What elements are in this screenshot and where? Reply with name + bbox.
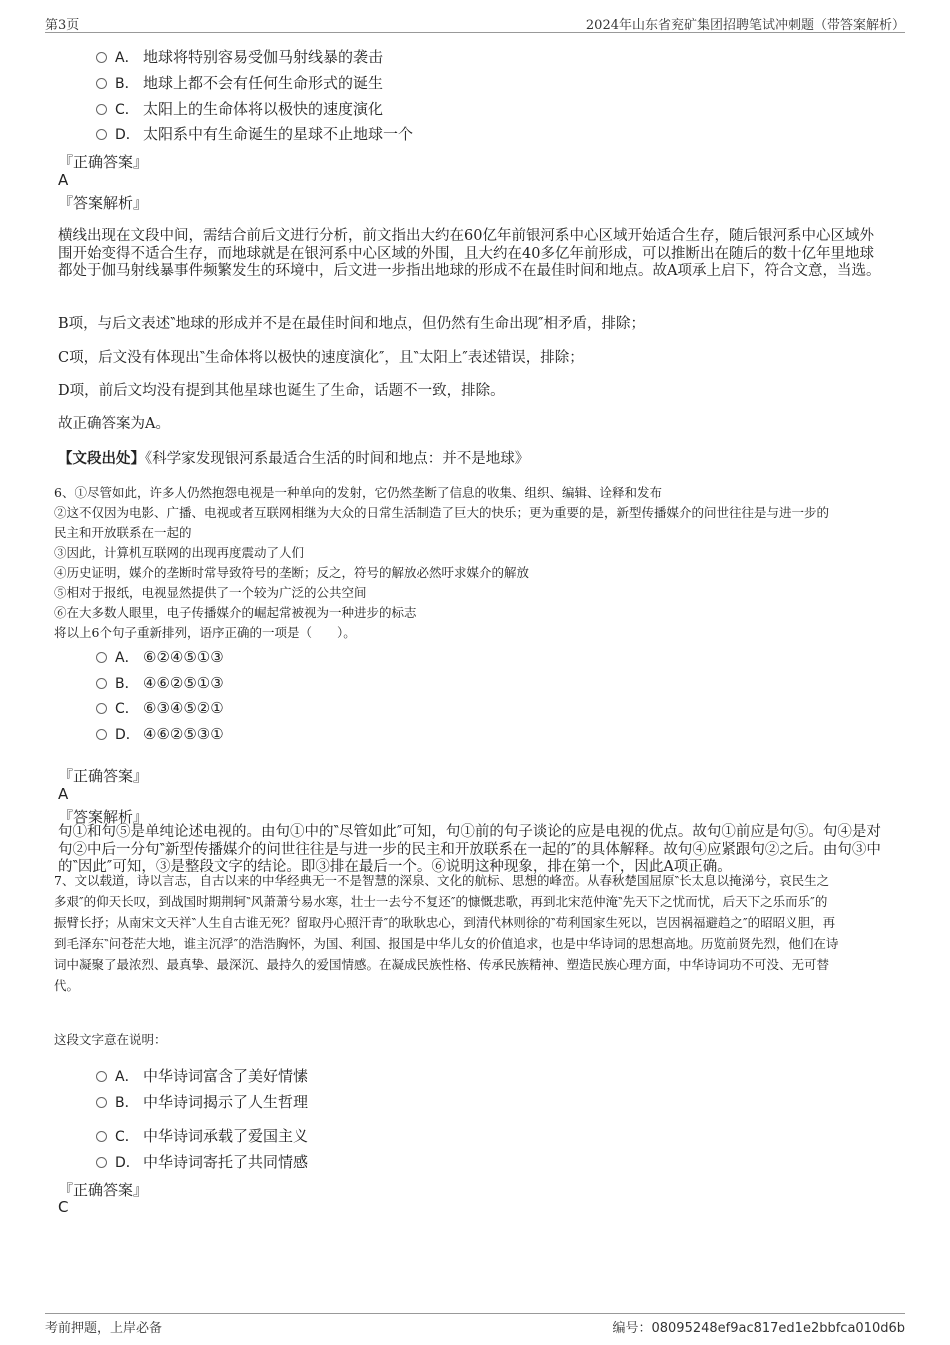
q7-question: 这段文字意在说明： <box>54 1032 167 1047</box>
q5-option-a[interactable]: A． 地球将特别容易受伽马射线暴的袭击 <box>96 47 383 67</box>
radio-icon[interactable] <box>96 104 107 115</box>
q7-line: 振臂长抒；从南宋文天祥‶人生自古谁无死？留取丹心照汗青″的耿耿忠心，到清代林则徐的‶苟利国家生死以，岂因祸福避趋之″的昭昭义胆，再 <box>54 915 836 930</box>
radio-icon[interactable] <box>96 78 107 89</box>
source-label: 【文段出处】 <box>58 450 145 467</box>
radio-icon[interactable] <box>96 129 107 140</box>
q5-answer: A <box>58 171 69 189</box>
q6-analysis-label: 『答案解析』 <box>58 808 149 826</box>
q6-answer-label: 『正确答案』 <box>58 767 149 785</box>
q6-line: 6、①尽管如此，许多人仍然抱怨电视是一种单向的发射，它仍然垄断了信息的收集、组织、编辑、诠释和发布 <box>54 485 662 500</box>
q6-answer: A <box>58 785 69 803</box>
q7-line: 词中凝聚了最浓烈、最真挚、最深沉、最持久的爱国情感。在凝成民族性格、传承民族精神、塑造民族心理方面，中华诗词功不可没、无可替 <box>54 957 830 972</box>
q7-line: 代。 <box>54 978 80 993</box>
q6-line: ④历史证明，媒介的垄断时常导致符号的垄断；反之，符号的解放必然吁求媒介的解放 <box>54 565 530 580</box>
q7-option-b[interactable]: B． 中华诗词揭示了人生哲理 <box>96 1092 308 1112</box>
q6-line: 将以上6个句子重新排列，语序正确的一项是（ ）。 <box>54 625 356 640</box>
radio-icon[interactable] <box>96 678 107 689</box>
q6-line: 民主和开放联系在一起的 <box>54 525 192 540</box>
footer-slogan: 考前押题，上岸必备 <box>45 1321 163 1336</box>
q7-answer: C <box>58 1198 69 1216</box>
q5-analysis-c: C项，后文没有体现出‶生命体将以极快的速度演化″，且‶太阳上″表述错误，排除； <box>58 350 584 366</box>
radio-icon[interactable] <box>96 729 107 740</box>
page-number: 第3页 <box>45 18 80 33</box>
document-title: 2024年山东省兖矿集团招聘笔试冲刺题（带答案解析） <box>585 18 905 33</box>
q5-source <box>58 450 888 469</box>
q7-answer-label: 『正确答案』 <box>58 1181 149 1199</box>
radio-icon[interactable] <box>96 1131 107 1142</box>
q5-option-c[interactable]: C． 太阳上的生命体将以极快的速度演化 <box>96 99 383 119</box>
q7-option-c[interactable]: C． 中华诗词承载了爱国主义 <box>96 1126 308 1146</box>
q7-stem <box>54 870 896 996</box>
q7-line: 多艰″的仰天长叹，到战国时期荆轲‶风萧萧兮易水寒，壮士一去兮不复还″的慷慨悲歌，再到北宋范仲淹‶先天下之忧而忧，后天下之乐而乐″的 <box>54 894 828 909</box>
q5-conclusion: 故正确答案为A。 <box>58 416 170 432</box>
q6-analysis: 句①和句⑤是单纯论述电视的。由句①中的‶尽管如此″可知，句①前的句子谈论的应是电视的优点。故句①前应是句⑤。句④是对句②中后一分句‶新型传播媒介的问世往往是与进一步的民主和开放联系在一起的″的具体解释。故句④应紧跟句②之后。由句③中的‶因此″可知，③是整段文字的结论。即③排在最后一个。⑥说明这种现象，排在第一个，因此A项正确。 <box>58 824 881 875</box>
q6-line: ⑤相对于报纸，电视显然提供了一个较为广泛的公共空间 <box>54 585 367 600</box>
source-text: 《科学家发现银河系最适合生活的时间和地点：并不是地球》 <box>145 451 530 467</box>
q5-answer-label: 『正确答案』 <box>58 153 149 171</box>
q7-line: 7、文以载道，诗以言志，自古以来的中华经典无一不是智慧的深泉、文化的航标、思想的峰峦。从春秋楚国屈原‶长太息以掩涕兮，哀民生之 <box>54 873 830 888</box>
q6-line: ③因此，计算机互联网的出现再度震动了人们 <box>54 545 305 560</box>
q6-option-c[interactable]: C． ⑥③④⑤②① <box>96 698 224 718</box>
radio-icon[interactable] <box>96 703 107 714</box>
q6-line: ②这不仅因为电影、广播、电视或者互联网相继为大众的日常生活制造了巨大的快乐；更为重要的是，新型传播媒介的问世往往是与进一步的 <box>54 505 830 520</box>
radio-icon[interactable] <box>96 52 107 63</box>
q6-option-b[interactable]: B． ④⑥②⑤①③ <box>96 673 224 693</box>
q6-option-d[interactable]: D． ④⑥②⑤③① <box>96 724 224 744</box>
q5-analysis-d: D项，前后文均没有提到其他星球也诞生了生命，话题不一致，排除。 <box>58 383 505 399</box>
page-footer <box>45 1313 905 1337</box>
radio-icon[interactable] <box>96 1071 107 1082</box>
q5-analysis-paragraph: 横线出现在文段中间，需结合前后文进行分析，前文指出大约在60亿年前银河系中心区域开始适合生存，随后银河系中心区域外围开始变得不适合生存，而地球就是在银河系中心区域的外围，且大约在40多亿年前形成，可以推断出在随后的数十亿年里地球都处于伽马射线暴事件频繁发生的环境中，后文进一步指出地球的形成不在最佳时间和地点。故A项承上启下，符合文意，当选。 <box>58 228 881 279</box>
radio-icon[interactable] <box>96 652 107 663</box>
q6-option-a[interactable]: A． ⑥②④⑤①③ <box>96 647 224 667</box>
q5-option-b[interactable]: B． 地球上都不会有任何生命形式的诞生 <box>96 73 383 93</box>
radio-icon[interactable] <box>96 1097 107 1108</box>
document-code: 编号：08095248ef9ac817ed1e2bbfca010d6b <box>612 1321 905 1336</box>
q7-option-d[interactable]: D． 中华诗词寄托了共同情感 <box>96 1152 308 1172</box>
page-header <box>45 14 905 33</box>
q6-line: ⑥在大多数人眼里，电子传播媒介的崛起常被视为一种进步的标志 <box>54 605 417 620</box>
q5-option-d[interactable]: D． 太阳系中有生命诞生的星球不止地球一个 <box>96 124 413 144</box>
q7-line: 到毛泽东‶问苍茫大地，谁主沉浮″的浩浩胸怀，为国、利国、报国是中华儿女的价值追求，也是中华诗词的思想高地。历览前贤先烈，他们在诗 <box>54 936 839 951</box>
q6-stem <box>54 483 896 643</box>
q7-option-a[interactable]: A． 中华诗词富含了美好情愫 <box>96 1066 308 1086</box>
q5-analysis-label: 『答案解析』 <box>58 194 149 212</box>
radio-icon[interactable] <box>96 1157 107 1168</box>
q5-analysis-b: B项，与后文表述‶地球的形成并不是在最佳时间和地点，但仍然有生命出现″相矛盾，排除； <box>58 316 645 332</box>
